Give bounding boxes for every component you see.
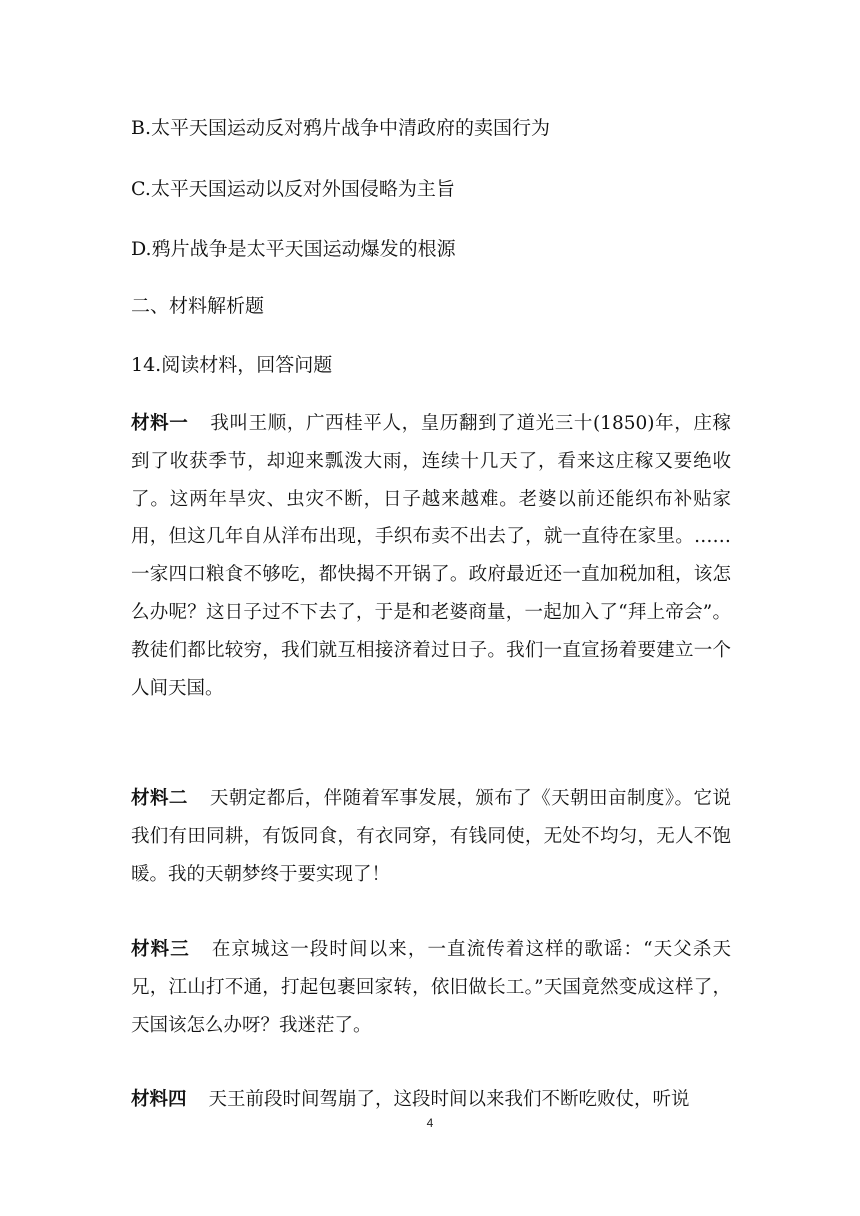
material-3 bbox=[131, 931, 731, 1044]
material-label: 材料二 bbox=[131, 788, 188, 809]
material-4 bbox=[131, 1081, 731, 1119]
material-label: 材料三 bbox=[131, 939, 190, 960]
question-title: 14.阅读材料，回答问题 bbox=[131, 354, 333, 376]
material-text: 我叫王顺，广西桂平人，皇历翻到了道光三十(1850)年，庄稼到了收获季节，却迎来瓢泼大雨，连续十几天了，看来这庄稼又要绝收了。这两年旱灾、虫灾不断，日子越来越难。老婆以前还能织布补贴家用，但这几年自从洋布出现，手织布卖不出去了，就一直待在家里。……一家四口粮食不够吃，都快揭不开锅了。政府最近还一直加税加租，该怎么办呢？这日子过不下去了，于是和老婆商量，一起加入了“拜上帝会”。教徒们都比较穷，我们就互相接济着过日子。我们一直宣扬着要建立一个人间天国。 bbox=[131, 413, 731, 699]
page-number: 4 bbox=[426, 1116, 434, 1130]
option-d: D.鸦片战争是太平天国运动爆发的根源 bbox=[131, 238, 456, 260]
material-label: 材料一 bbox=[131, 413, 189, 434]
material-text: 天朝定都后，伴随着军事发展，颁布了《天朝田亩制度》。它说我们有田同耕，有饭同食，有衣同穿，有钱同使，无处不均匀，无人不饱暖。我的天朝梦终于要实现了！ bbox=[131, 788, 731, 885]
material-1 bbox=[131, 405, 731, 707]
section-title: 二、材料解析题 bbox=[131, 295, 265, 317]
material-2 bbox=[131, 780, 731, 893]
option-b: B.太平天国运动反对鸦片战争中清政府的卖国行为 bbox=[131, 117, 551, 139]
option-c: C.太平天国运动以反对外国侵略为主旨 bbox=[131, 178, 455, 200]
material-text: 在京城这一段时间以来，一直流传着这样的歌谣：“天父杀天兄，江山打不通，打起包裹回家转，依旧做长工。”天国竟然变成这样了，天国该怎么办呀？我迷茫了。 bbox=[131, 939, 731, 1036]
material-label: 材料四 bbox=[131, 1089, 187, 1110]
material-text: 天王前段时间驾崩了，这段时间以来我们不断吃败仗，听说 bbox=[208, 1089, 690, 1110]
